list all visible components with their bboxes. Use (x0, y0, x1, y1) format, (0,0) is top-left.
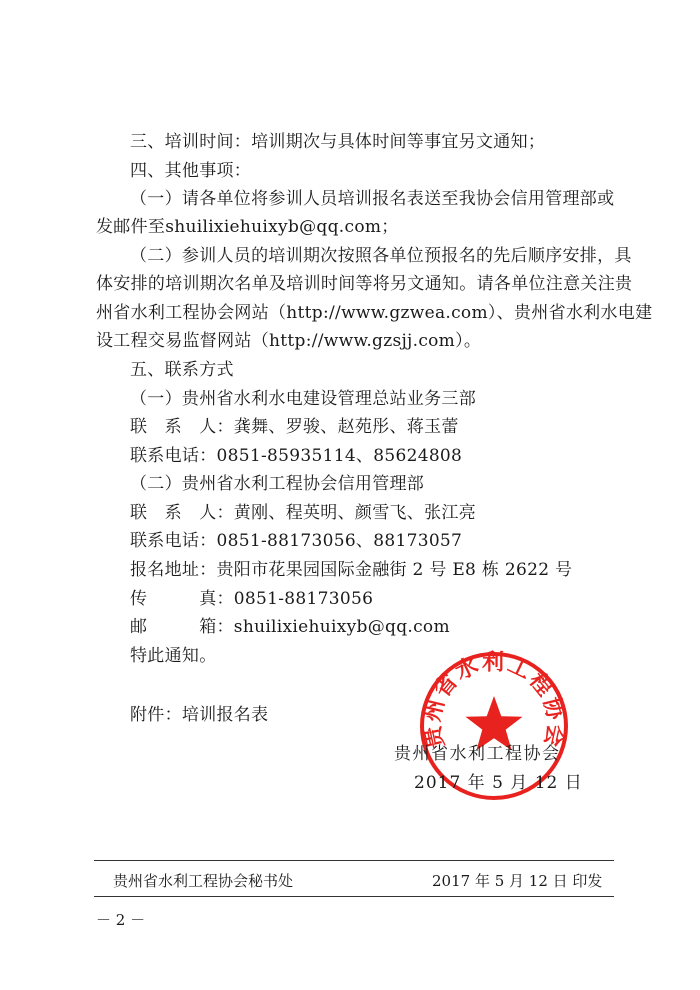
contact-2-persons: 联 系 人：黄刚、程英明、颜雪飞、张江亮 (130, 503, 476, 523)
contact-1-org: （一）贵州省水利水电建设管理总站业务三部 (130, 389, 476, 409)
attachment-note: 附件：培训报名表 (130, 705, 269, 725)
contact-1-persons: 联 系 人：龚舞、罗骏、赵苑彤、蒋玉蕾 (130, 417, 459, 437)
email: 邮 箱：shuilixiehuixyb@qq.com (130, 617, 450, 637)
footer-top-rule (94, 860, 614, 861)
item-4-1-line-1: （一）请各单位将参训人员培训报名表送至我协会信用管理部或 (130, 189, 615, 209)
item-4-2-line-3: 州省水利工程协会网站（http://www.gzwea.com）、贵州省水利水电建 (96, 303, 653, 323)
signature-org: 贵州省水利工程协会 (394, 744, 561, 764)
contact-2-org: （二）贵州省水利工程协会信用管理部 (130, 474, 425, 494)
fax: 传 真：0851-88173056 (130, 589, 374, 609)
footer-issuer: 贵州省水利工程协会秘书处 (113, 872, 294, 890)
contact-2-phone: 联系电话：0851-88173056、88173057 (130, 531, 463, 551)
signature-date: 2017 年 5 月 12 日 (414, 773, 583, 793)
item-4-1-line-2: 发邮件至shuilixiehuixyb@qq.com； (96, 217, 399, 237)
section-4-heading: 四、其他事项： (130, 161, 252, 181)
closing-notice: 特此通知。 (130, 646, 217, 666)
footer-issue-date: 2017 年 5 月 12 日 印发 (432, 872, 603, 890)
section-3-training-time: 三、培训时间：培训期次与具体时间等事宜另文通知； (130, 132, 546, 152)
footer-bottom-rule (94, 896, 614, 897)
contact-1-phone: 联系电话：0851-85935114、85624808 (130, 446, 463, 466)
item-4-2-line-2: 体安排的培训期次名单及培训时间等将另文通知。请各单位注意关注贵 (96, 274, 633, 294)
registration-address: 报名地址：贵阳市花果园国际金融街 2 号 E8 栋 2622 号 (130, 560, 573, 580)
page-number: － 2 － (96, 911, 146, 929)
item-4-2-line-4: 设工程交易监督网站（http://www.gzsjj.com）。 (96, 331, 482, 351)
section-5-heading: 五、联系方式 (130, 360, 234, 380)
seal-text: 贵州省水利工程协会 (419, 650, 569, 751)
item-4-2-line-1: （二）参训人员的培训期次按照各单位预报名的先后顺序安排，具 (130, 246, 632, 266)
